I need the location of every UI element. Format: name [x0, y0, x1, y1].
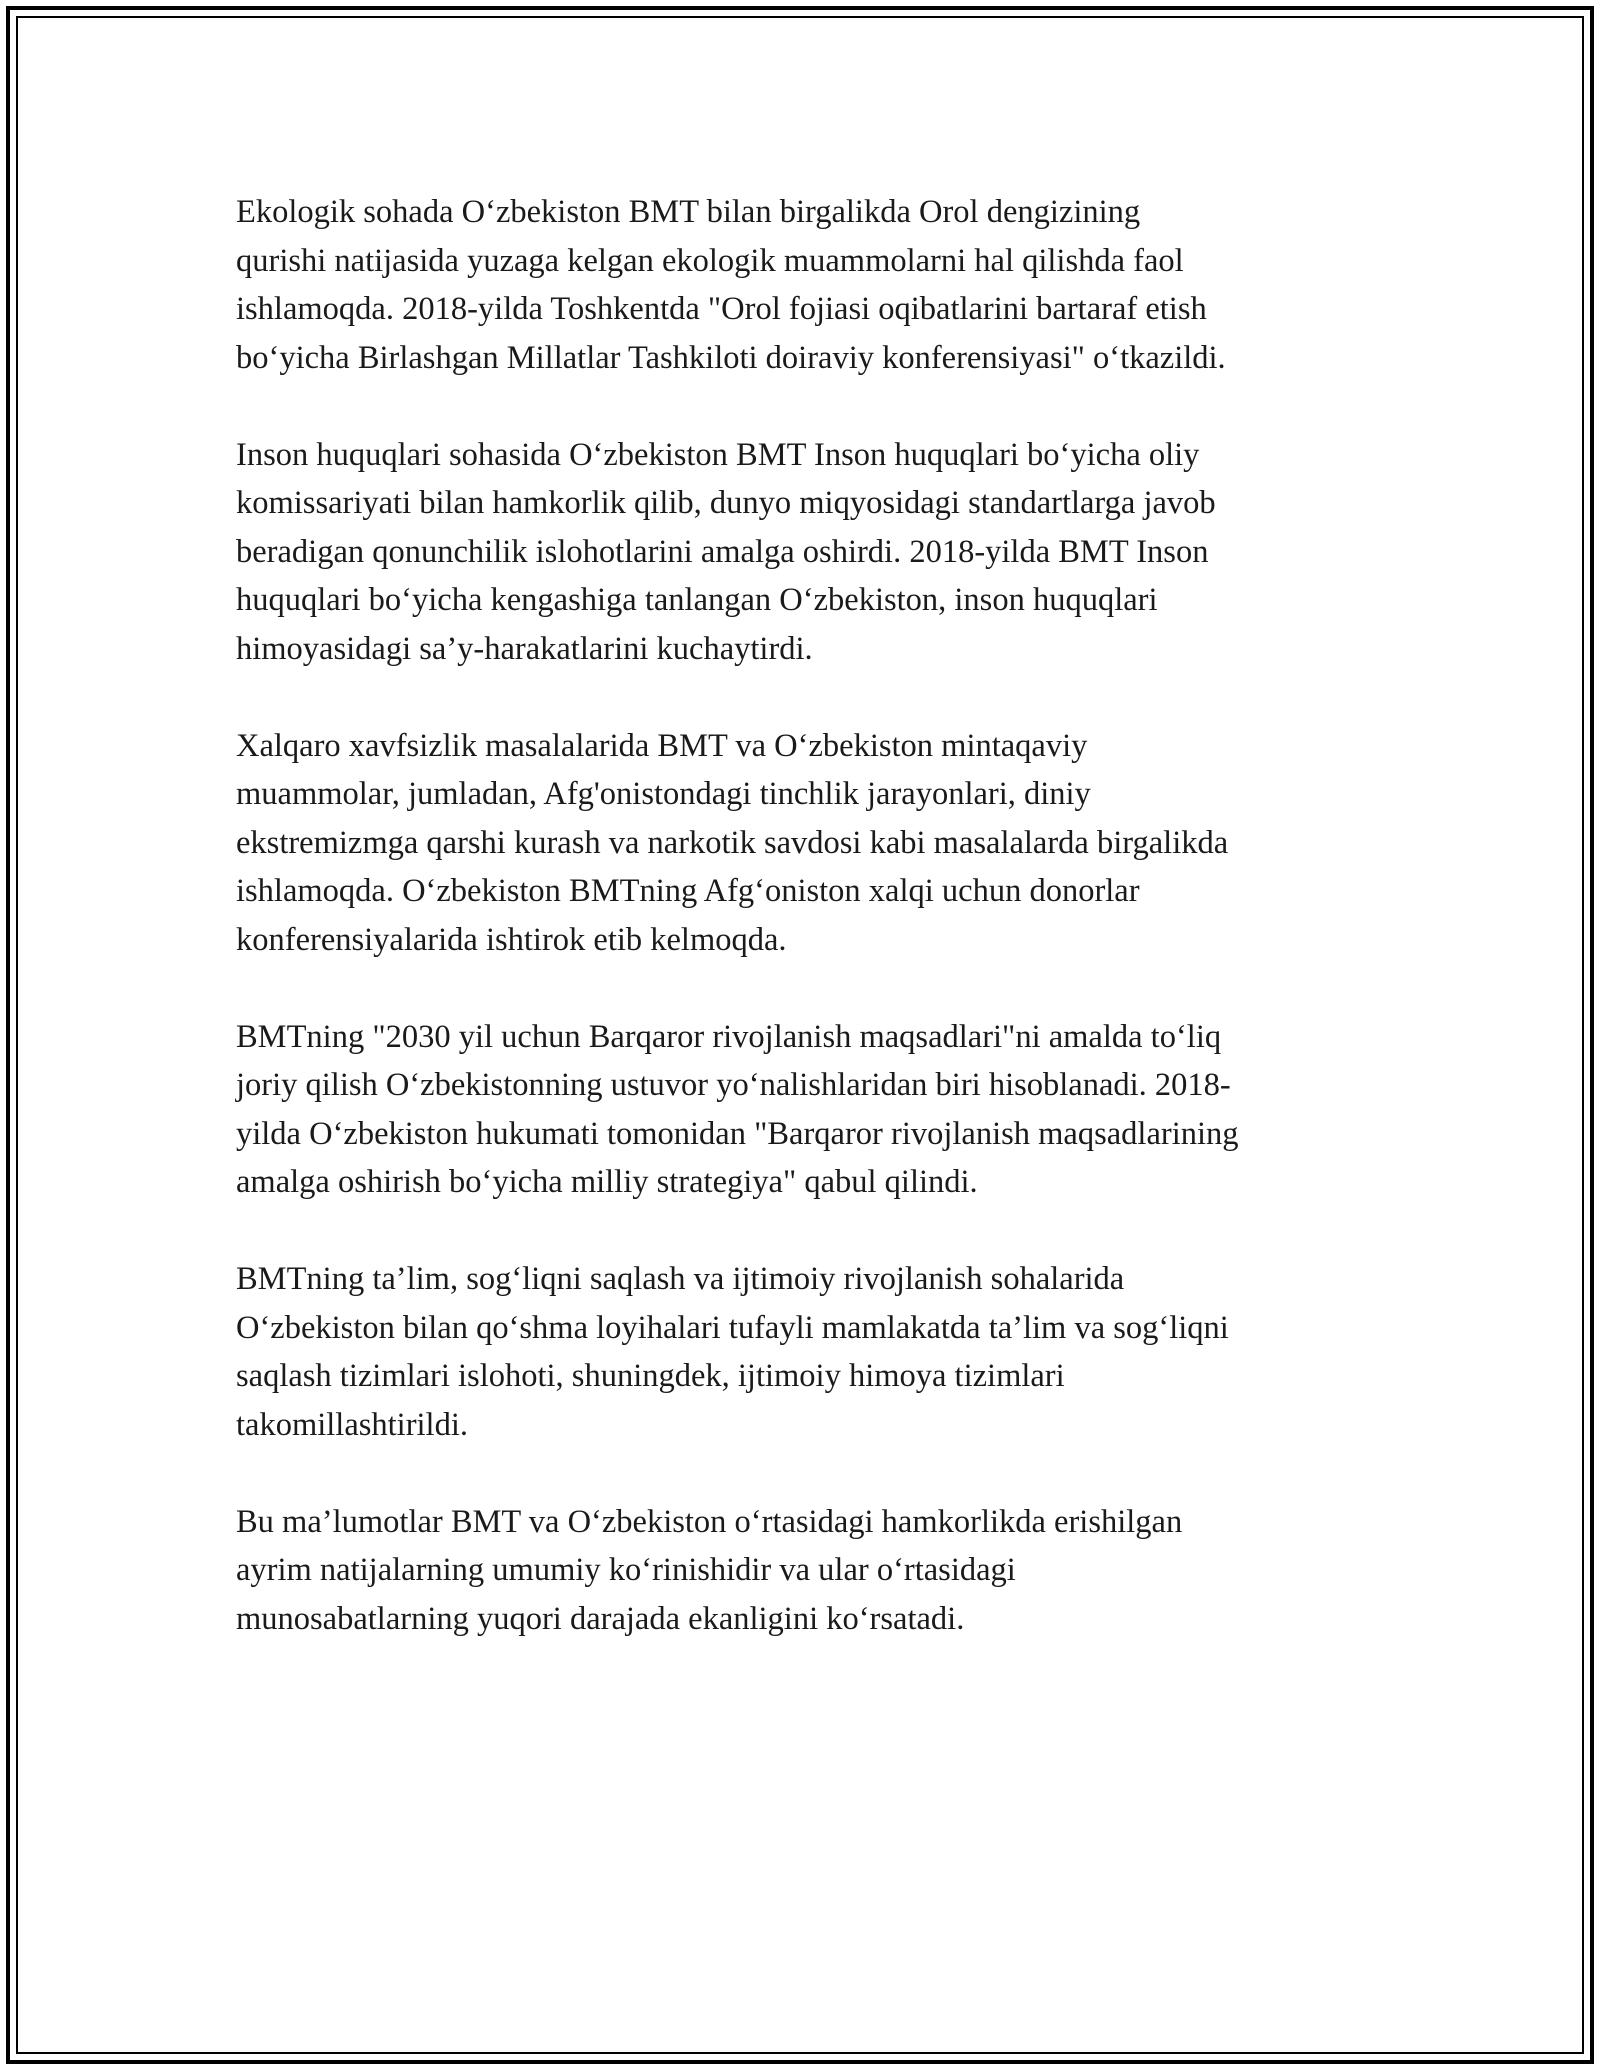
paragraph-ecology: Ekologik sohada O‘zbekiston BMT bilan birgalikda Orol dengizining qurishi natijasida yuzaga kelgan ekologik muammolarni hal qilishda faol ishlamoqda. 2018-yilda Toshkentda "Orol fojiasi oqibatlarini bartaraf etish bo‘yicha Birlashgan Millatlar Tashkiloti doiraviy konferensiyasi" o‘tkazildi.	[236, 194, 1226, 376]
paragraph-conclusion: Bu ma’lumotlar BMT va O‘zbekiston o‘rtasidagi hamkorlikda erishilgan ayrim natijalarning umumiy ko‘rinishidir va ular o‘rtasidagi munosabatlarning yuqori darajada ekanligini ko‘rsatadi.	[236, 1503, 1183, 1637]
paragraph-sdg: BMTning "2030 yil uchun Barqaror rivojlanish maqsadlari"ni amalda to‘liq joriy qilish O‘zbekistonning ustuvor yo‘nalishlaridan biri hisoblanadi. 2018- yilda O‘zbekiston hukumati tomonidan "Barqaror rivojlanish maqsadlarining amalga oshirish bo‘yicha milliy strategiya" qabul qilindi.	[236, 1018, 1239, 1200]
paragraph-education-health: BMTning ta’lim, sog‘liqni saqlash va ijtimoiy rivojlanish sohalarida O‘zbekiston bilan qo‘shma loyihalari tufayli mamlakatda ta’lim va sog‘liqni saqlash tizimlari islohoti, shuningdek, ijtimoiy himoya tizimlari takomillashtirildi.	[236, 1261, 1229, 1443]
paragraph-human-rights: Inson huquqlari sohasida O‘zbekiston BMT Inson huquqlari bo‘yicha oliy komissariyati bilan hamkorlik qilib, dunyo miqyosidagi standartlarga javob beradigan qonunchilik islohotlarini amalga oshirdi. 2018-yilda BMT Inson huquqlari bo‘yicha kengashiga tanlangan O‘zbekiston, inson huquqlari himoyasidagi sa’y-harakatlarini kuchaytirdi.	[236, 436, 1216, 667]
paragraph-security: Xalqaro xavfsizlik masalalarida BMT va O‘zbekiston mintaqaviy muammolar, jumladan, Afg'onistondagi tinchlik jarayonlari, diniy ekstremizmga qarshi kurash va narkotik savdosi kabi masalalarda birgalikda ishlamoqda. O‘zbekiston BMTning Afg‘oniston xalqi uchun donorlar konferensiyalarida ishtirok etib kelmoqda.	[236, 727, 1229, 958]
document-body	[236, 188, 1376, 1692]
